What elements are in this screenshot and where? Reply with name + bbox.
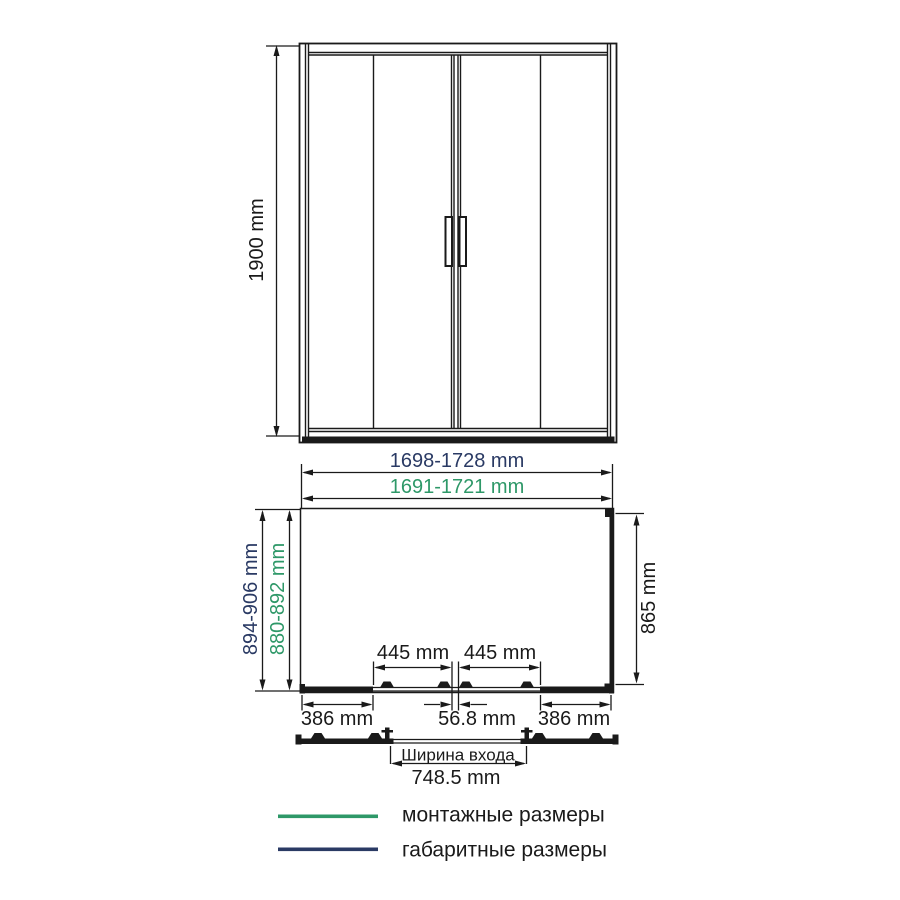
entrance-caption: Ширина входа <box>401 745 515 765</box>
door-handle-left <box>446 217 453 266</box>
top-view-outline <box>301 509 614 693</box>
legend-line-mounting <box>278 815 378 819</box>
panel-dimensions <box>302 662 611 711</box>
fixed-section-left-label: 386 mm <box>300 708 374 730</box>
front-frame-profiles <box>306 44 611 443</box>
inner-depth-label: 865 mm <box>638 561 660 635</box>
end-cap-right <box>609 684 614 694</box>
door-panel-left-label: 445 mm <box>376 642 450 664</box>
legend-overall-label: габаритные размеры <box>402 838 607 862</box>
mounting-width-label: 1691-1721 mm <box>389 476 525 498</box>
mounting-depth-label: 880-892 mm <box>267 542 289 656</box>
front-bottom-rail <box>302 437 615 443</box>
entrance-width-label: 748.5 mm <box>411 767 501 789</box>
overall-depth-label: 894-906 mm <box>240 542 262 656</box>
front-height-label: 1900 mm <box>246 198 268 282</box>
door-panel-right-label: 445 mm <box>463 642 537 664</box>
fixed-panel-left <box>301 687 374 693</box>
fixed-section-right-label: 386 mm <box>537 708 611 730</box>
roller-markers <box>380 682 534 688</box>
corner-profile-top-right <box>605 509 614 518</box>
top-view-drawing <box>300 509 615 694</box>
end-cap-left <box>300 684 306 694</box>
right-wall-profile <box>610 509 614 693</box>
door-handle-right <box>460 217 467 266</box>
overall-width-label: 1698-1728 mm <box>389 450 525 472</box>
height-dimension <box>266 45 299 437</box>
legend-line-overall <box>278 848 378 852</box>
center-overlap-label: 56.8 mm <box>438 708 516 730</box>
front-view-drawing <box>300 44 617 443</box>
legend-mounting-label: монтажные размеры <box>402 803 605 827</box>
fixed-panel-right <box>540 687 614 693</box>
legend-lines <box>278 815 378 852</box>
